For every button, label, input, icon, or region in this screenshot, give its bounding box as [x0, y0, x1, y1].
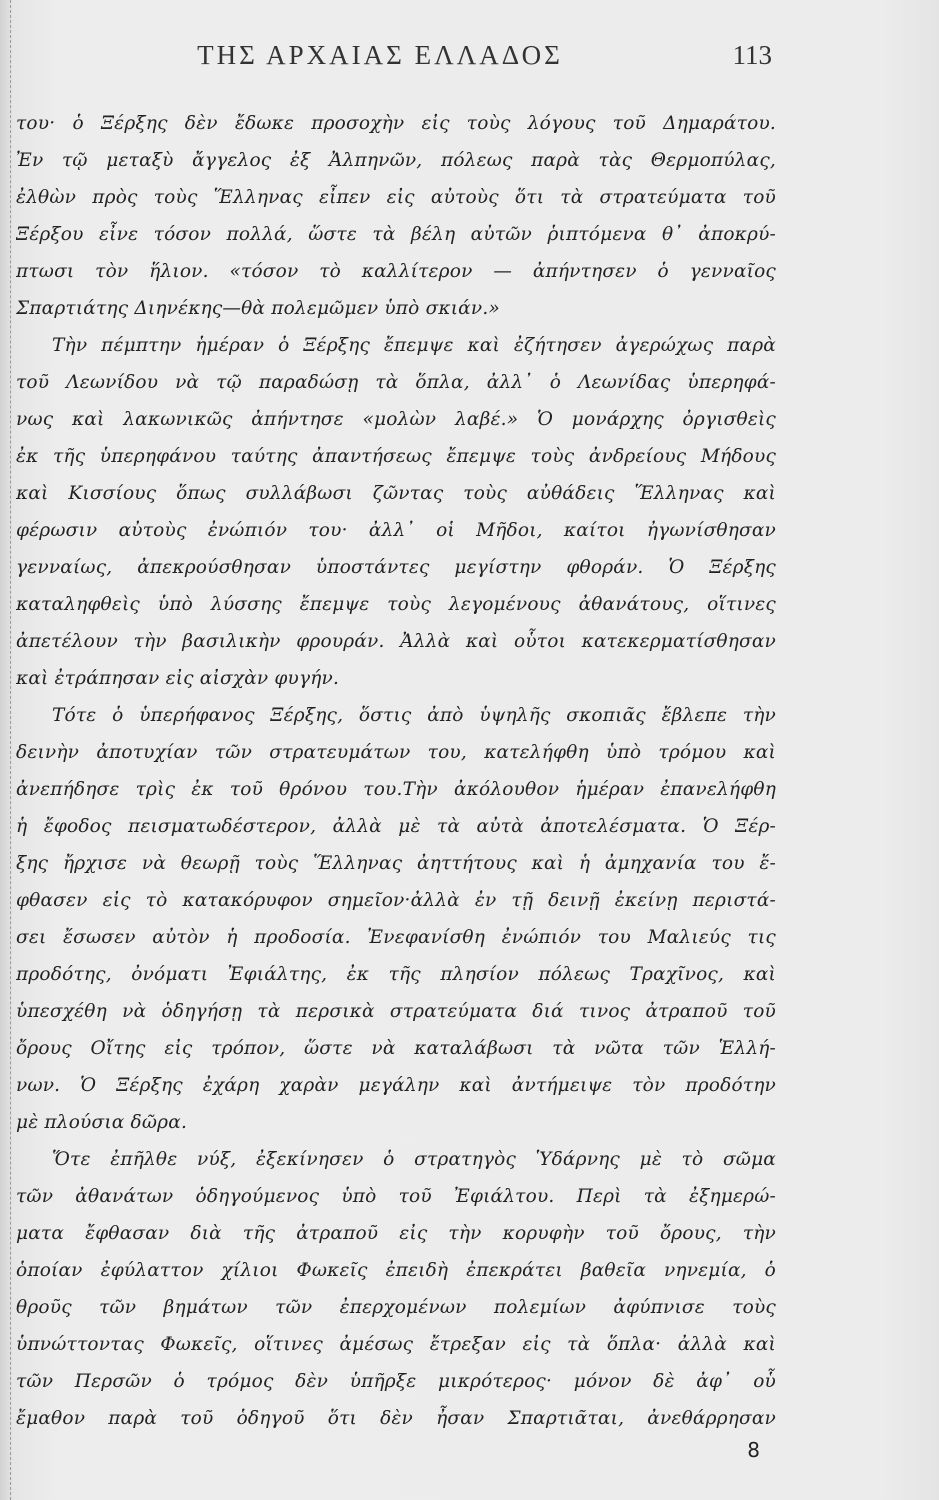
text-line: πτωσι τὸν ἥλιον. «τόσον τὸ καλλίτερον — ἀπήντησεν ὁ γενναῖος: [16, 261, 776, 282]
text-line: ἐκ τῆς ὑπερηφάνου ταύτης ἀπαντήσεως ἔπεμψε τοὺς ἀνδρείους Μήδους: [16, 446, 776, 467]
text-line: σει ἔσωσεν αὐτὸν ἡ προδοσία. Ἐνεφανίσθη ἐνώπιόν του Μαλιεύς τις: [16, 927, 776, 948]
text-line: καὶ Κισσίους ὅπως συλλάβωσι ζῶντας τοὺς αὐθάδεις Ἕλληνας καὶ: [16, 483, 776, 504]
text-line: ξης ἤρχισε νὰ θεωρῇ τοὺς Ἕλληνας ἀηττήτους καὶ ἡ ἀμηχανία του ἔ-: [16, 853, 776, 874]
binding-edge: [0, 0, 11, 1500]
text-line: καὶ ἐτράπησαν εἰς αἰσχὰν φυγήν.: [16, 668, 340, 689]
text-line: ἡ ἔφοδος πεισματωδέστερον, ἀλλὰ μὲ τὰ αὐτὰ ἀποτελέσματα. Ὁ Ξέρ-: [16, 816, 776, 837]
page-number: 113: [732, 40, 772, 70]
text-line: Τὴν πέμπτην ἡμέραν ὁ Ξέρξης ἔπεμψε καὶ ἐζήτησεν ἀγερώχως παρὰ: [52, 335, 776, 356]
text-line: νως καὶ λακωνικῶς ἀπήντησε «μολὼν λαβέ.» Ὁ μονάρχης ὀργισθεὶς: [16, 409, 776, 430]
text-line: φέρωσιν αὐτοὺς ἐνώπιόν του· ἀλλ᾽ οἱ Μῆδοι, καίτοι ἠγωνίσθησαν: [16, 520, 776, 541]
text-line: τῶν ἀθανάτων ὁδηγούμενος ὑπὸ τοῦ Ἐφιάλτου. Περὶ τὰ ἐξημερώ-: [16, 1186, 776, 1207]
text-line: Ξέρξου εἶνε τόσον πολλά, ὥστε τὰ βέλη αὐτῶν ῥιπτόμενα θ᾽ ἀποκρύ-: [16, 224, 776, 245]
text-line: Τότε ὁ ὑπερήφανος Ξέρξης, ὅστις ἀπὸ ὑψηλῆς σκοπιᾶς ἔβλεπε τὴν: [52, 705, 776, 726]
text-line: ἐλθὼν πρὸς τοὺς Ἕλληνας εἶπεν εἰς αὐτοὺς ὅτι τὰ στρατεύματα τοῦ: [16, 187, 776, 208]
text-line: νων. Ὁ Ξέρξης ἐχάρη χαρὰν μεγάλην καὶ ἀντήμειψε τὸν προδότην: [16, 1075, 776, 1096]
text-line: φθασεν εἰς τὸ κατακόρυφον σημεῖον·ἀλλὰ ἐν τῇ δεινῇ ἐκείνῃ περιστά-: [16, 890, 776, 911]
text-line: Ἐν τῷ μεταξὺ ἄγγελος ἐξ Ἀλπηνῶν, πόλεως παρὰ τὰς Θερμοπύλας,: [16, 150, 776, 171]
text-line: ὑπεσχέθη νὰ ὁδηγήσῃ τὰ περσικὰ στρατεύματα διά τινος ἀτραποῦ τοῦ: [16, 1001, 776, 1022]
text-line: καταληφθεὶς ὑπὸ λύσσης ἔπεμψε τοὺς λεγομένους ἀθανάτους, οἵτινες: [16, 594, 776, 615]
text-line: τοῦ Λεωνίδου νὰ τῷ παραδώσῃ τὰ ὅπλα, ἀλλ᾽ ὁ Λεωνίδας ὑπερηφά-: [16, 372, 776, 393]
text-line: μὲ πλούσια δῶρα.: [16, 1112, 188, 1133]
text-line: Ὅτε ἐπῆλθε νύξ, ἐξεκίνησεν ὁ στρατηγὸς Ὑδάρνης μὲ τὸ σῶμα: [52, 1149, 776, 1170]
text-line: ὁποίαν ἐφύλαττον χίλιοι Φωκεῖς ἐπειδὴ ἐπεκράτει βαθεῖα νηνεμία, ὁ: [16, 1260, 776, 1281]
text-line: ἀπετέλουν τὴν βασιλικὴν φρουράν. Ἀλλὰ καὶ οὗτοι κατεκερματίσθησαν: [16, 631, 776, 652]
text-line: ἀνεπήδησε τρὶς ἐκ τοῦ θρόνου του.Τὴν ἀκόλουθον ἡμέραν ἐπανελήφθη: [16, 779, 776, 800]
running-header-title: ΤΗΣ ΑΡΧΑΙΑΣ ΕΛΛΑΔΟΣ: [197, 40, 563, 70]
text-line: ὑπνώττοντας Φωκεῖς, οἵτινες ἀμέσως ἔτρεξαν εἰς τὰ ὅπλα· ἀλλὰ καὶ: [16, 1334, 776, 1355]
text-line: Σπαρτιάτης Διηνέκης—θὰ πολεμῶμεν ὑπὸ σκιάν.»: [16, 298, 500, 319]
text-line: τῶν Περσῶν ὁ τρόμος δὲν ὑπῆρξε μικρότερος· μόνον δὲ ἀφ᾽ οὗ: [16, 1371, 776, 1392]
text-line: δεινὴν ἀποτυχίαν τῶν στρατευμάτων του, κατελήφθη ὑπὸ τρόμου καὶ: [16, 742, 776, 763]
text-line: ἔμαθον παρὰ τοῦ ὁδηγοῦ ὅτι δὲν ἦσαν Σπαρτιᾶται, ἀνεθάρρησαν: [16, 1408, 776, 1429]
text-line: ματα ἔφθασαν διὰ τῆς ἀτραποῦ εἰς τὴν κορυφὴν τοῦ ὄρους, τὴν: [16, 1223, 776, 1244]
text-line: προδότης, ὀνόματι Ἐφιάλτης, ἐκ τῆς πλησίον πόλεως Τραχῖνος, καὶ: [16, 964, 776, 985]
text-line: γενναίως, ἀπεκρούσθησαν ὑποστάντες μεγίστην φθοράν. Ὁ Ξέρξης: [16, 557, 776, 578]
text-line: ὄρους Οἴτης εἰς τρόπον, ὥστε νὰ καταλάβωσι τὰ νῶτα τῶν Ἑλλή-: [16, 1038, 776, 1059]
text-line: θροῦς τῶν βημάτων τῶν ἐπερχομένων πολεμίων ἀφύπνισε τοὺς: [16, 1297, 776, 1318]
signature-mark: 8: [747, 1438, 760, 1462]
text-line: του· ὁ Ξέρξης δὲν ἔδωκε προσοχὴν εἰς τοὺς λόγους τοῦ Δημαράτου.: [16, 113, 776, 134]
